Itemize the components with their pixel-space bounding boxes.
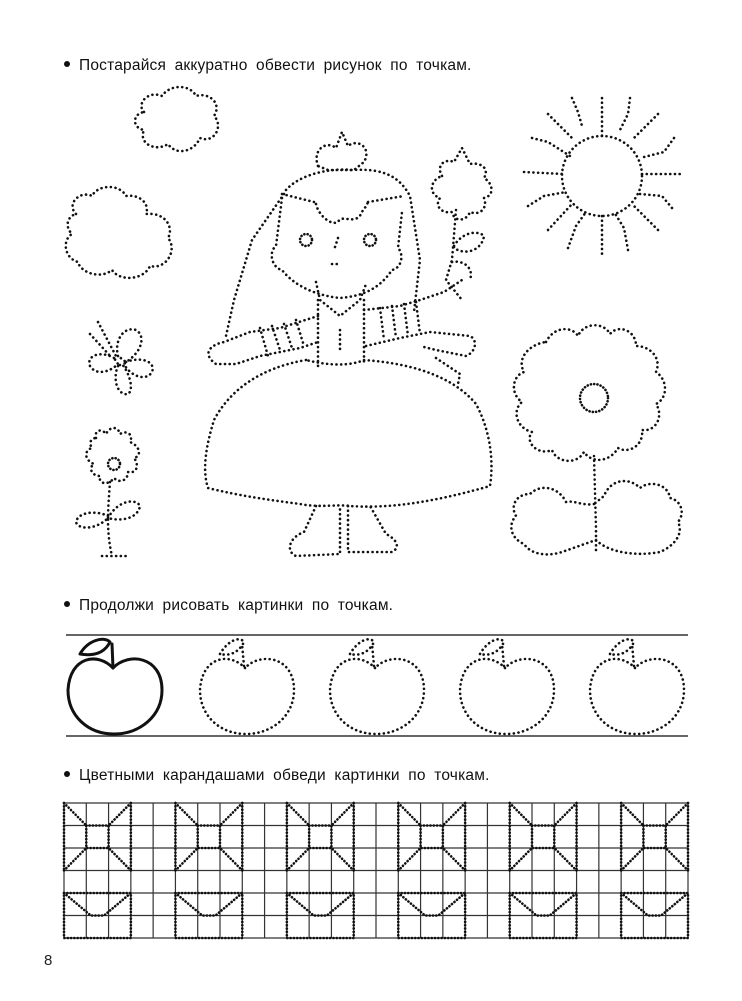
instruction-text: Цветными карандашами обведи картинки по точкам.: [79, 767, 490, 784]
instruction-text: Продолжи рисовать картинки по точкам.: [79, 597, 394, 614]
apple-dotted-3: [460, 639, 554, 734]
page-number: 8: [44, 952, 53, 969]
instruction-text: Постарайся аккуратно обвести рисунок по точкам.: [79, 57, 472, 74]
sun-with-rays: [524, 98, 680, 256]
apple-dotted-1: [200, 639, 294, 734]
apple-dotted-4: [590, 639, 684, 734]
graph-paper-grid: [64, 803, 688, 938]
princess-with-crown: [205, 132, 491, 556]
cloud-top: [135, 87, 218, 151]
apple-dotted-2: [330, 639, 424, 734]
small-flower: [76, 428, 140, 556]
flower-in-hand: [432, 148, 492, 300]
cloud-left: [66, 187, 172, 278]
large-flower-with-leaves: [511, 325, 681, 554]
butterfly: [89, 322, 152, 394]
apple-sample: [68, 639, 162, 734]
